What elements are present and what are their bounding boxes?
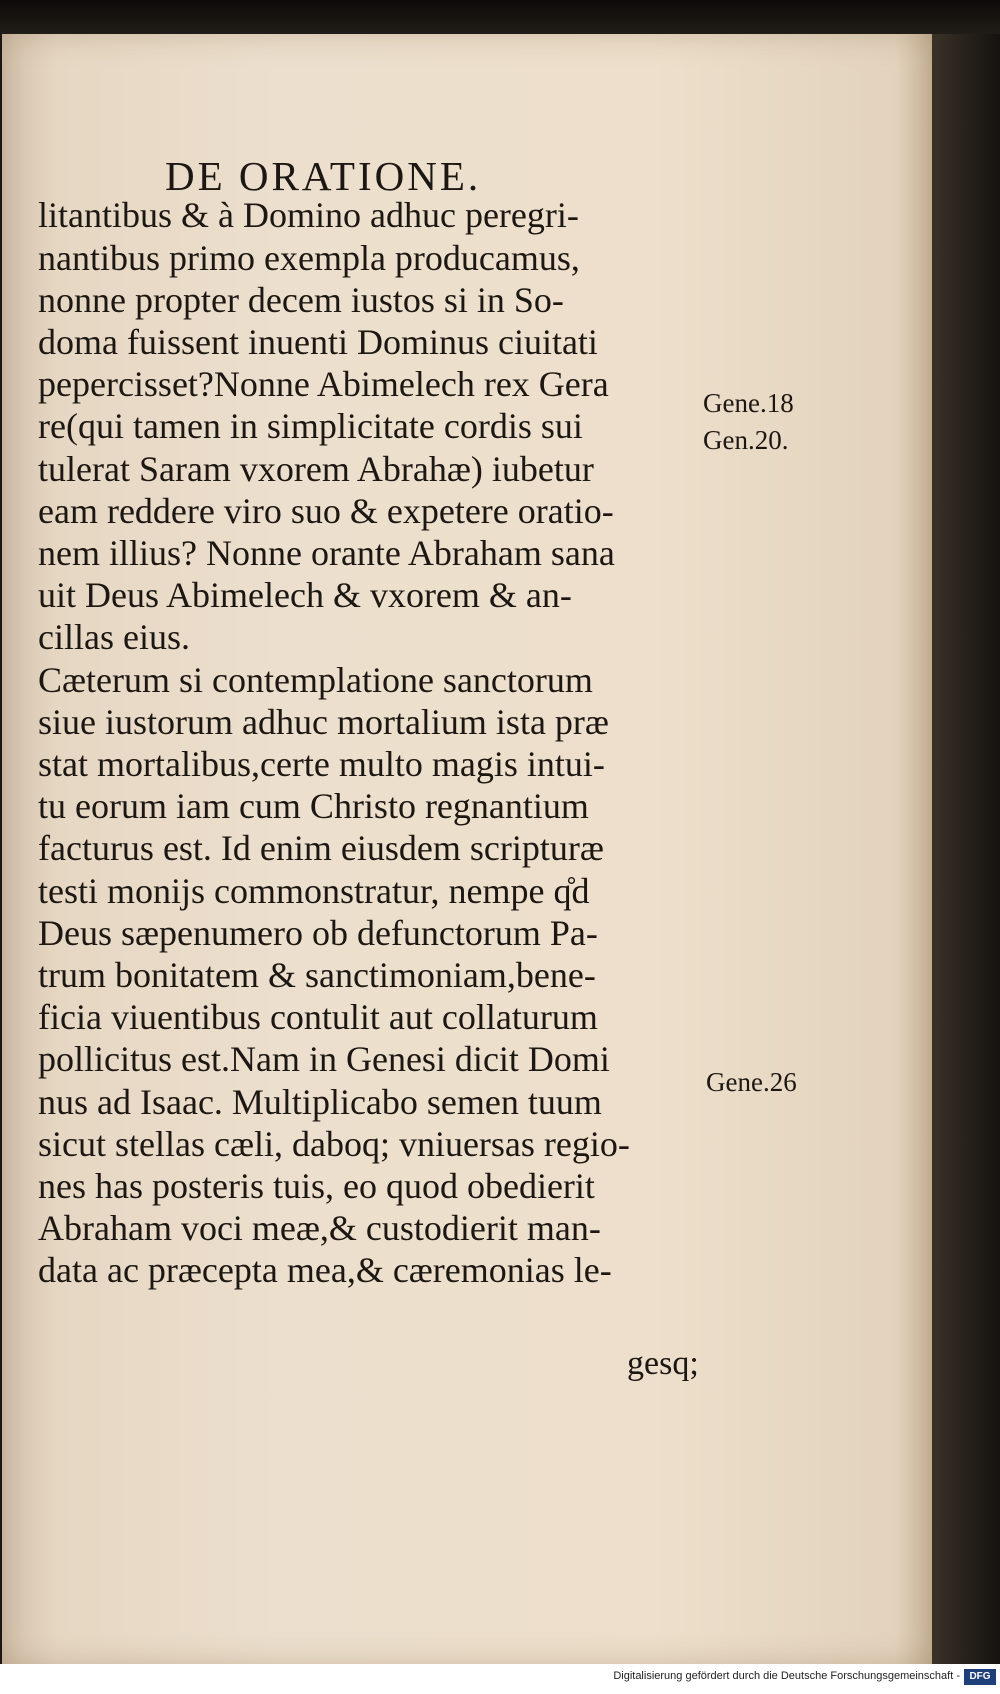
text-line: nonne propter decem iustos si in So- [38, 280, 564, 320]
text-line: pollicitus est.Nam in Genesi dicit Domi [38, 1039, 610, 1079]
text-line: Deus sæpenumero ob defunctorum Pa- [38, 913, 598, 953]
footer-bar [0, 1664, 1000, 1694]
text-line: pepercisset?Nonne Abimelech rex Gera [38, 364, 609, 404]
text-line: ficia viuentibus contulit aut collaturum [38, 997, 598, 1037]
text-line: data ac præcepta mea,& cæremonias le- [38, 1250, 612, 1290]
text-line: testi monijs commonstratur, nempe q̊d [38, 871, 590, 911]
text-line: doma fuissent inuenti Dominus ciuitati [38, 322, 598, 362]
text-line: Cæterum si contemplatione sanctorum [38, 660, 593, 700]
text-line: facturus est. Id enim eiusdem scripturæ [38, 828, 604, 868]
text-line: cillas eius. [38, 617, 190, 657]
text-line: nantibus primo exempla producamus, [38, 238, 580, 278]
marginal-note: Gene.18 [703, 388, 794, 418]
text-line: trum bonitatem & sanctimoniam,bene- [38, 955, 596, 995]
text-line: sicut stellas cæli, daboq; vniuersas regio- [38, 1124, 630, 1164]
footer-credit: Digitalisierung gefördert durch die Deutsche Forschungsgemeinschaft - [613, 1670, 960, 1682]
text-line: siue iustorum adhuc mortalium ista præ [38, 702, 609, 742]
running-head: DE ORATIONE. [165, 153, 482, 199]
text-line: nus ad Isaac. Multiplicabo semen tuum [38, 1082, 602, 1122]
text-line: re(qui tamen in simplicitate cordis sui [38, 406, 583, 446]
marginal-note: Gen.20. [703, 425, 789, 455]
text-line: stat mortalibus,certe multo magis intui- [38, 744, 605, 784]
text-line: nem illius? Nonne orante Abraham sana [38, 533, 615, 573]
text-line: uit Deus Abimelech & vxorem & an- [38, 575, 572, 615]
text-line: litantibus & à Domino adhuc peregri- [38, 195, 579, 235]
book-top-edge [0, 0, 1000, 36]
text-line: nes has posteris tuis, eo quod obedierit [38, 1166, 595, 1206]
book-fore-edge-shadow [932, 34, 1000, 1664]
text-line: tu eorum iam cum Christo regnantium [38, 786, 589, 826]
dfg-logo: DFG [964, 1669, 996, 1685]
text-line: Abraham voci meæ,& custodierit man- [38, 1208, 601, 1248]
text-line: tulerat Saram vxorem Abrahæ) iubetur [38, 449, 594, 489]
text-line: eam reddere viro suo & expetere oratio- [38, 491, 614, 531]
catchword: gesq; [627, 1345, 699, 1382]
marginal-note: Gene.26 [706, 1067, 797, 1097]
